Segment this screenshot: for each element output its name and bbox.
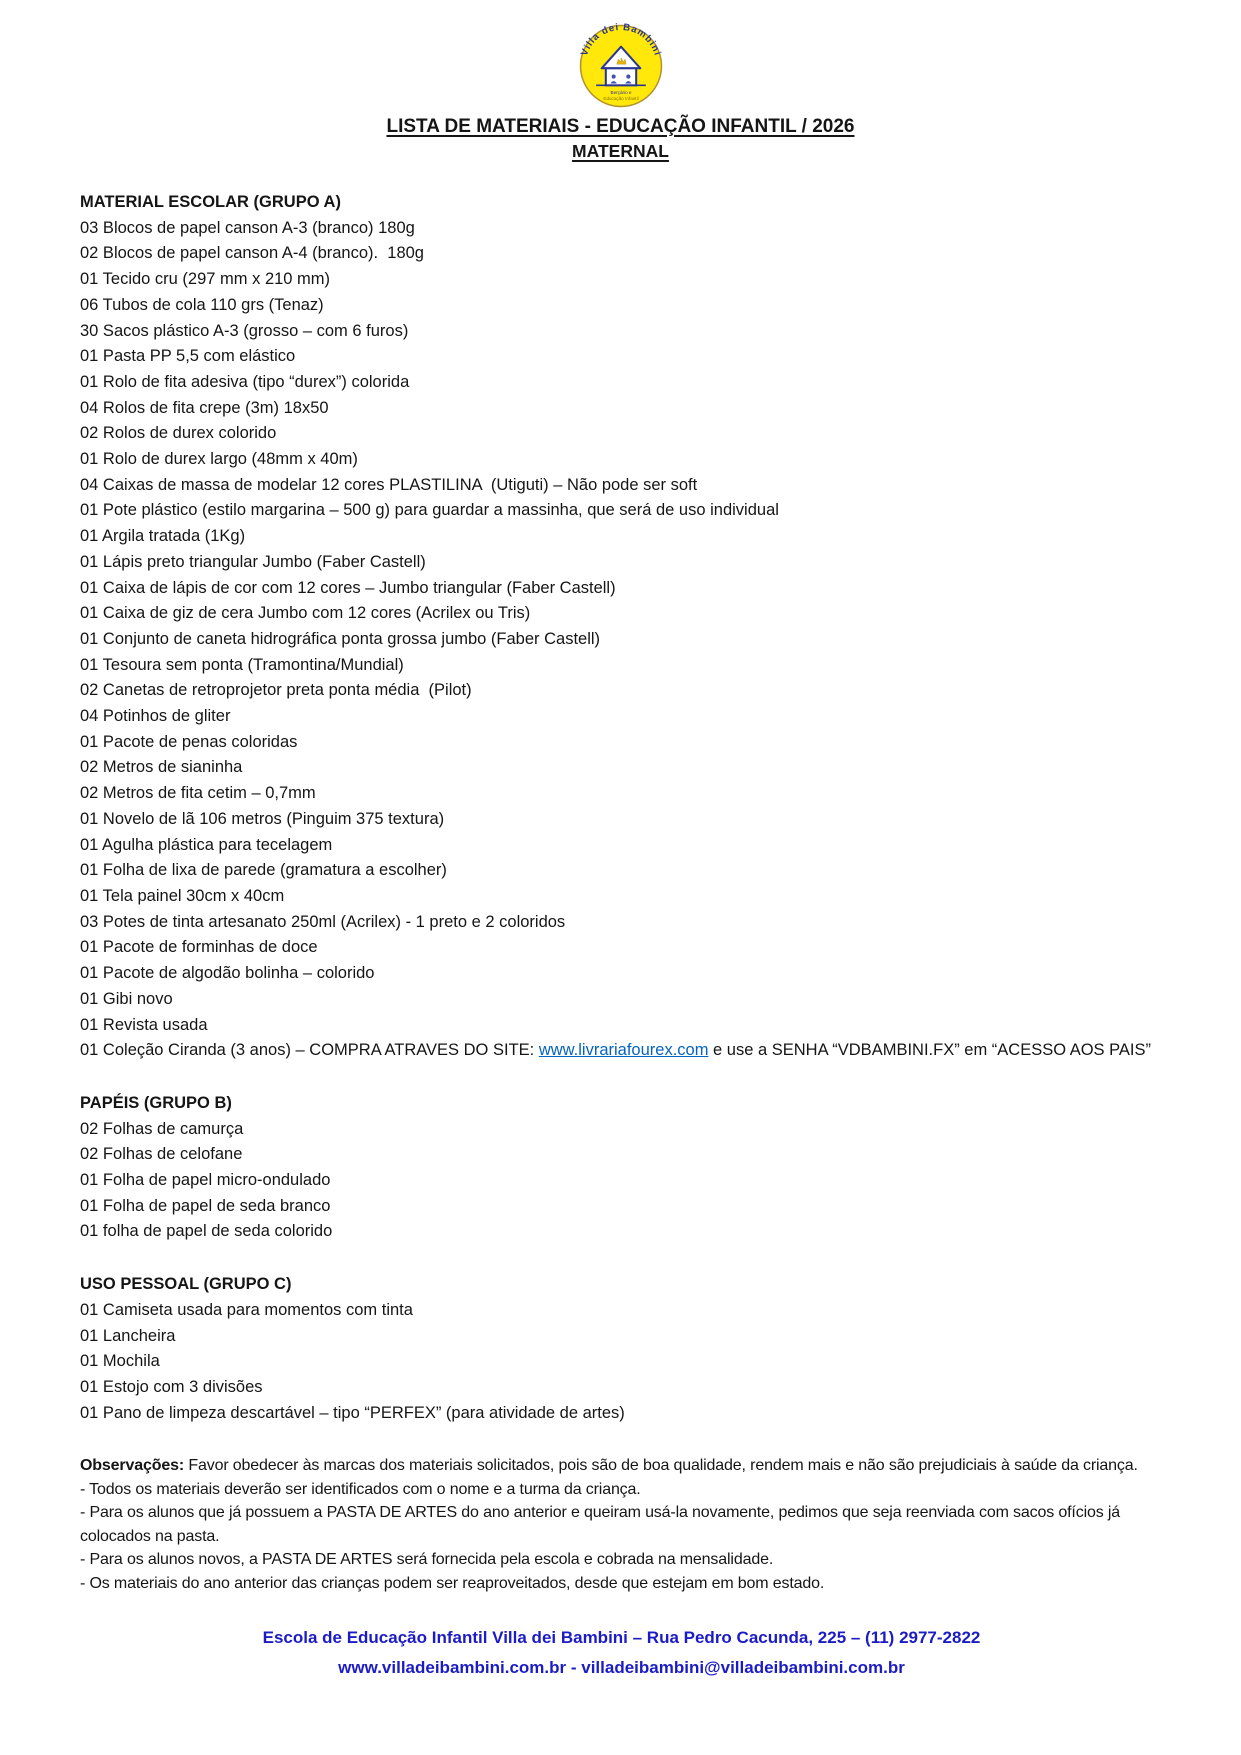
list-item: 01 Rolo de durex largo (48mm x 40m)	[80, 450, 358, 469]
list-item: 01 Novelo de lã 106 metros (Pinguim 375 textura)	[80, 809, 445, 828]
school-logo	[575, 20, 667, 112]
document-body	[0, 190, 1241, 1683]
livrariafourex-link[interactable]: www.livrariafourex.com	[538, 1041, 709, 1060]
list-item: 06 Tubos de cola 110 grs (Tenaz)	[80, 295, 324, 314]
logo-subtext-line1: Berçário e	[610, 90, 631, 96]
list-item: 01 Folha de lixa de parede (gramatura a escolher)	[80, 861, 447, 880]
footer-school-address: Escola de Educação Infantil Villa dei Bambini – Rua Pedro Cacunda, 225 – (11) 2977-2822	[262, 1628, 981, 1648]
page-subtitle	[0, 139, 1241, 164]
list-item: 04 Rolos de fita crepe (3m) 18x50	[80, 398, 329, 417]
list-item: 01 Caixa de giz de cera Jumbo com 12 cores (Acrilex ou Tris)	[80, 604, 531, 623]
section-papeis-grupo-b	[80, 1091, 1163, 1245]
list-item: 01 Tesoura sem ponta (Tramontina/Mundial)	[80, 655, 404, 674]
list-item: 01 Mochila	[80, 1352, 160, 1371]
observation-bullet: - Os materiais do ano anterior das crianças podem ser reaproveitados, desde que estejam em bom estado.	[80, 1574, 825, 1592]
list-item: 02 Folhas de celofane	[80, 1145, 243, 1164]
page-title	[0, 114, 1241, 139]
list-item: 02 Blocos de papel canson A-4 (branco). 180g	[80, 244, 424, 263]
section-material-escolar-grupo-a	[80, 190, 1163, 1064]
list-item: 01 Agulha plástica para tecelagem	[80, 835, 333, 854]
page-title-text: LISTA DE MATERIAIS - EDUCAÇÃO INFANTIL / 2026	[386, 116, 855, 137]
list-item: 01 Lápis preto triangular Jumbo (Faber Castell)	[80, 552, 426, 571]
observations-label: Observações:	[80, 1457, 185, 1475]
list-item: 04 Caixas de massa de modelar 12 cores PLASTILINA (Utiguti) – Não pode ser soft	[80, 475, 698, 494]
logo-arc-text: Villa dei Bambini	[578, 21, 663, 58]
list-item: 02 Folhas de camurça	[80, 1119, 244, 1138]
list-item: 01 Tela painel 30cm x 40cm	[80, 886, 285, 905]
page-subtitle-text: MATERNAL	[572, 141, 669, 161]
list-item: 30 Sacos plástico A-3 (grosso – com 6 furos)	[80, 321, 409, 340]
list-item: 01 Conjunto de caneta hidrográfica ponta grossa jumbo (Faber Castell)	[80, 629, 601, 648]
document-footer	[80, 1623, 1163, 1683]
list-item: 01 Folha de papel de seda branco	[80, 1196, 331, 1215]
list-item: 01 Pasta PP 5,5 com elástico	[80, 347, 296, 366]
section-heading: MATERIAL ESCOLAR (GRUPO A)	[80, 193, 341, 211]
list-item: 01 Gibi novo	[80, 989, 173, 1008]
list-item: 01 Tecido cru (297 mm x 210 mm)	[80, 270, 331, 289]
section-heading: USO PESSOAL (GRUPO C)	[80, 1275, 292, 1294]
list-item: 02 Rolos de durex colorido	[80, 424, 277, 443]
observations-block	[80, 1454, 1163, 1595]
list-item: 01 Pacote de penas coloridas	[80, 732, 298, 751]
logo-house-walls	[605, 68, 635, 85]
list-item: 02 Metros de fita cetim – 0,7mm	[80, 784, 316, 803]
footer-website-email: www.villadeibambini.com.br - villadeibambini@villadeibambini.com.br	[338, 1658, 905, 1678]
section-uso-pessoal-grupo-c	[80, 1272, 1163, 1426]
logo-subtext-line2: Educação Infantil	[602, 96, 639, 102]
observation-bullet: - Para os alunos novos, a PASTA DE ARTES será fornecida pela escola e cobrada na mensalidade.	[80, 1551, 774, 1569]
list-item: 01 Camiseta usada para momentos com tinta	[80, 1300, 413, 1319]
observation-bullet: - Para os alunos que já possuem a PASTA DE ARTES do ano anterior e queiram usá-la novamente, pedimos que seja reenviada com sacos ofícios já colocados na pasta.	[80, 1504, 1125, 1545]
list-item: 01 folha de papel de seda colorido	[80, 1222, 333, 1241]
observation-bullet: - Todos os materiais deverão ser identificados com o nome e a turma da criança.	[80, 1480, 641, 1498]
list-item: 01 Pacote de algodão bolinha – colorido	[80, 964, 375, 983]
list-item: 01 Argila tratada (1Kg)	[80, 527, 246, 546]
list-item: 01 Caixa de lápis de cor com 12 cores – Jumbo triangular (Faber Castell)	[80, 578, 616, 597]
list-item: 03 Potes de tinta artesanato 250ml (Acrilex) - 1 preto e 2 coloridos	[80, 912, 566, 931]
list-item: 03 Blocos de papel canson A-3 (branco) 180g	[80, 218, 415, 237]
materials-sections	[80, 190, 1163, 1426]
list-item: 01 Folha de papel micro-ondulado	[80, 1171, 331, 1190]
villa-dei-bambini-logo-icon	[575, 20, 667, 112]
observations-intro: Observações: Favor obedecer às marcas dos materiais solicitados, pois são de boa qualidade, rendem mais e não são prejudiciais à saúde da criança.	[80, 1457, 1138, 1475]
section-heading: PAPÉIS (GRUPO B)	[80, 1093, 232, 1112]
list-item: 01 Lancheira	[80, 1326, 176, 1345]
list-item: 04 Potinhos de gliter	[80, 707, 231, 726]
list-item: 01 Pote plástico (estilo margarina – 500 g) para guardar a massinha, que será de uso individual	[80, 501, 779, 520]
list-item: 01 Rolo de fita adesiva (tipo “durex”) colorida	[80, 372, 410, 391]
list-item: 02 Metros de sianinha	[80, 758, 243, 777]
list-item: 01 Coleção Ciranda (3 anos) – COMPRA ATRAVES DO SITE: www.livrariafourex.com e use a SENHA “VDBAMBINI.FX” em “ACESSO AOS PAIS”	[80, 1041, 1152, 1060]
list-item: 02 Canetas de retroprojetor preta ponta média (Pilot)	[80, 681, 472, 700]
list-item: 01 Estojo com 3 divisões	[80, 1377, 263, 1396]
list-item: 01 Pacote de forminhas de doce	[80, 938, 318, 957]
list-item: 01 Pano de limpeza descartável – tipo “PERFEX” (para atividade de artes)	[80, 1403, 625, 1422]
list-item: 01 Revista usada	[80, 1015, 208, 1034]
